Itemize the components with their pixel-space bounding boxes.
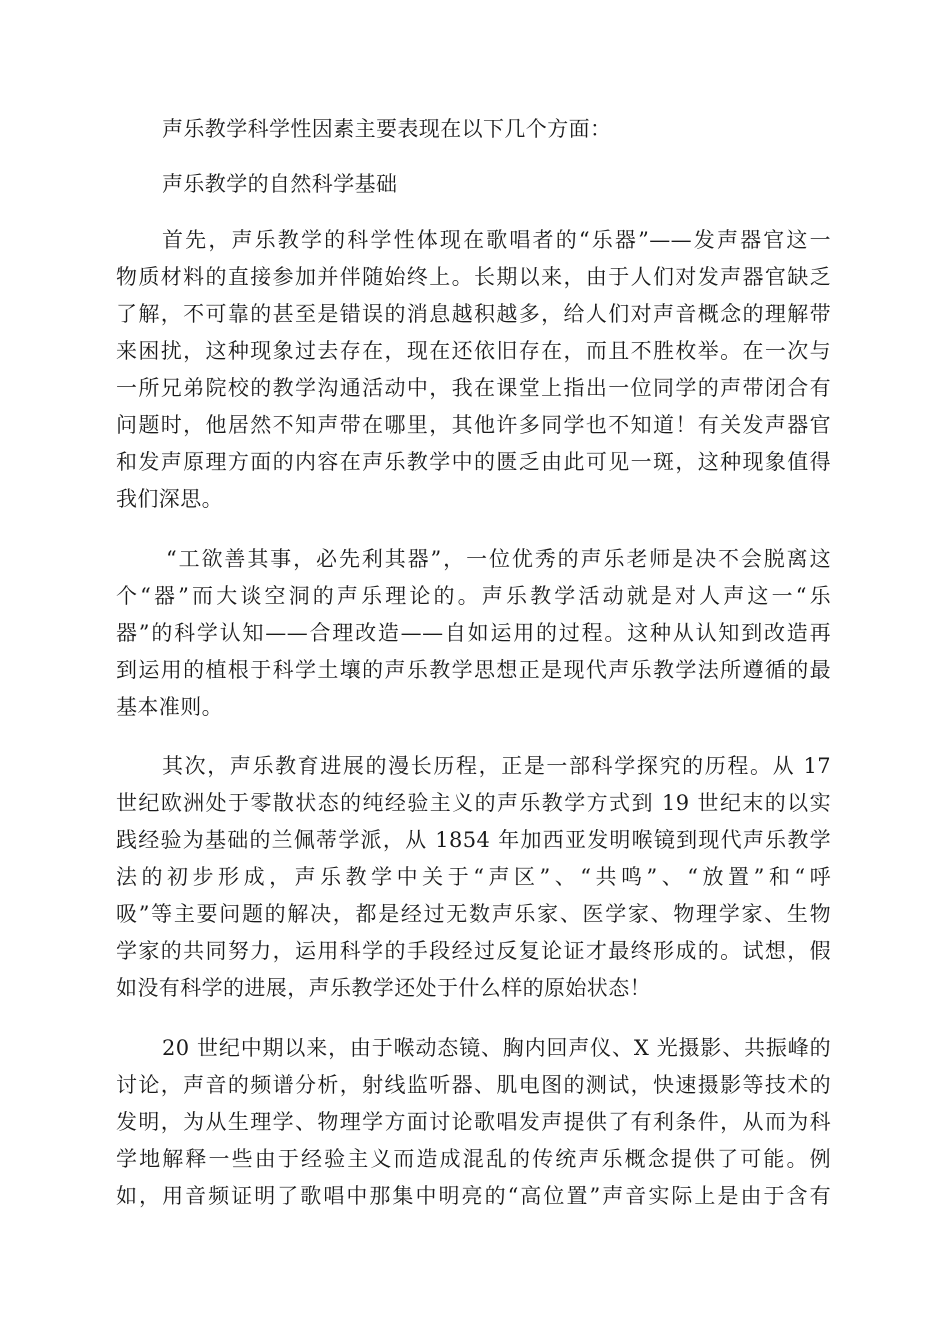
paragraph-line: 讨论，声音的频谱分析，射线监听器、肌电图的测试，快速摄影等技术的 — [116, 1073, 831, 1097]
paragraph-line: 世纪欧洲处于零散状态的纯经验主义的声乐教学方式到 19 世纪末的以实 — [116, 791, 831, 815]
paragraph-line: 一所兄弟院校的教学沟通活动中，我在课堂上指出一位同学的声带闭合有 — [116, 376, 831, 400]
paragraph-line: 物质材料的直接参加并伴随始终上。长期以来，由于人们对发声器官缺乏 — [116, 265, 831, 289]
paragraph-line: 学家的共同努力，运用科学的手段经过反复论证才最终形成的。试想，假 — [116, 939, 831, 963]
paragraph-line: 到运用的植根于科学土壤的声乐教学思想正是现代声乐教学法所遵循的最 — [116, 658, 831, 682]
paragraph-line: 基本准则。 — [116, 695, 223, 719]
paragraph-line: 我们深思。 — [116, 487, 223, 511]
paragraph-line: 个“器”而大谈空洞的声乐理论的。声乐教学活动就是对人声这一“乐 — [116, 584, 831, 608]
paragraph-line: 如没有科学的进展，声乐教学还处于什么样的原始状态！ — [116, 976, 651, 1000]
section-heading: 声乐教学的自然科学基础 — [162, 172, 398, 196]
paragraph-line: 和发声原理方面的内容在声乐教学中的匮乏由此可见一斑，这种现象值得 — [116, 450, 831, 474]
intro-line: 声乐教学科学性因素主要表现在以下几个方面： — [162, 117, 612, 141]
paragraph-line: 来困扰，这种现象过去存在，现在还依旧存在，而且不胜枚举。在一次与 — [116, 339, 831, 363]
paragraph-line: 法的初步形成，声乐教学中关于“声区”、“共鸣”、“放置”和“呼 — [116, 865, 831, 889]
paragraph-line: 了解，不可靠的甚至是错误的消息越积越多，给人们对声音概念的理解带 — [116, 302, 831, 326]
paragraph-line: 首先，声乐教学的科学性体现在歌唱者的“乐器”——发声器官这一 — [162, 228, 831, 252]
paragraph-line: 发明，为从生理学、物理学方面讨论歌唱发声提供了有利条件，从而为科 — [116, 1110, 831, 1134]
paragraph-line: 问题时，他居然不知声带在哪里，其他许多同学也不知道！有关发声器官 — [116, 413, 831, 437]
paragraph-line: 其次，声乐教育进展的漫长历程，正是一部科学探究的历程。从 17 — [162, 754, 831, 778]
paragraph-line: 器”的科学认知——合理改造——自如运用的过程。这种从认知到改造再 — [116, 621, 831, 645]
paragraph-line: “工欲善其事，必先利其器”，一位优秀的声乐老师是决不会脱离这 — [166, 547, 831, 571]
paragraph-line: 如，用音频证明了歌唱中那集中明亮的“高位置”声音实际上是由于含有 — [116, 1184, 831, 1208]
paragraph-line: 吸”等主要问题的解决，都是经过无数声乐家、医学家、物理学家、生物 — [116, 902, 831, 926]
paragraph-line: 践经验为基础的兰佩蒂学派，从 1854 年加西亚发明喉镜到现代声乐教学 — [116, 828, 831, 852]
paragraph-line: 学地解释一些由于经验主义而造成混乱的传统声乐概念提供了可能。例 — [116, 1147, 831, 1171]
paragraph-line: 20 世纪中期以来，由于喉动态镜、胸内回声仪、X 光摄影、共振峰的 — [162, 1036, 831, 1060]
